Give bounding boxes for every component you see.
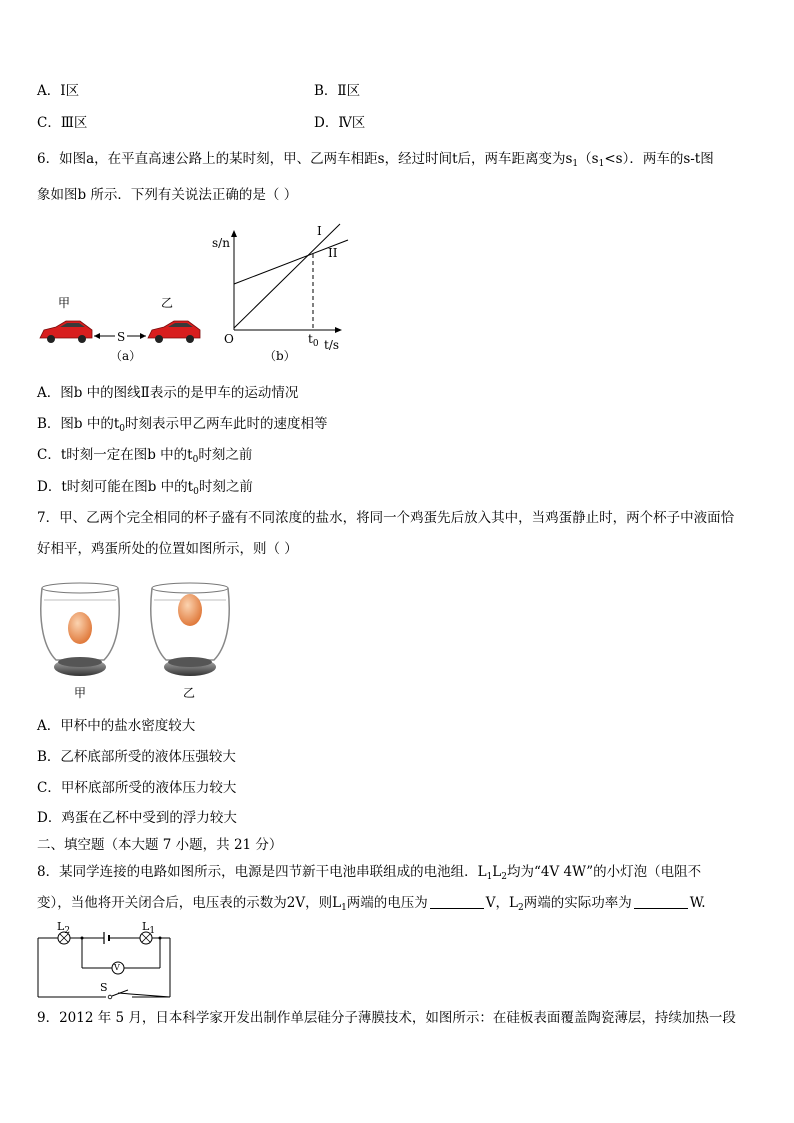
q6-option-a[interactable]: A．图b 中的图线Ⅱ表示的是甲车的运动情况 — [37, 385, 299, 401]
q6-stem-text-a: 6．如图a，在平直高速公路上的某时刻，甲、乙两车相距s，经过时间t后，两车距离变为s — [37, 151, 573, 167]
egg-in-jia — [68, 612, 92, 644]
figure-b-caption: （b） — [264, 349, 296, 363]
l2-label: $L_2$ — [57, 920, 71, 936]
graph-line-I — [234, 224, 340, 328]
cup-yi — [151, 583, 229, 676]
q7-stem-line2: 好相平，鸡蛋所处的位置如图所示，则（ ） — [37, 541, 298, 557]
q6-figure-b — [210, 220, 360, 370]
q6-option-b[interactable]: B．图b 中的$t_0$时刻表示甲乙两车此时的速度相等 — [37, 416, 328, 434]
q7-option-a[interactable]: A．甲杯中的盐水密度较大 — [37, 718, 196, 734]
origin-label: O — [224, 332, 234, 346]
q7-option-b[interactable]: B．乙杯底部所受的液体压强较大 — [37, 749, 236, 765]
q5-option-d[interactable]: D．Ⅳ区 — [314, 115, 366, 131]
q6-stem-sub2: 1 — [598, 159, 605, 169]
q5-option-a[interactable]: A．Ⅰ区 — [37, 83, 80, 99]
q5-option-c[interactable]: C．Ⅲ区 — [37, 115, 88, 131]
distance-s-label: S — [117, 330, 126, 344]
l1-label: $L_1$ — [142, 920, 156, 936]
switch-label: S — [100, 981, 108, 994]
q6-option-d[interactable]: D．t时刻可能在图b 中的$t_0$时刻之前 — [37, 479, 253, 497]
q8-stem-line2: 变），当他将开关闭合后，电压表的示数为2V，则$L_1$两端的电压为 V，$L_2$两端的实际功率为 W. — [37, 895, 706, 913]
car-jia-label: 甲 — [58, 296, 71, 310]
car-yi-label: 乙 — [161, 296, 174, 310]
q6-option-c[interactable]: C．t时刻一定在图b 中的$t_0$时刻之前 — [37, 447, 253, 465]
cup-jia — [41, 583, 119, 676]
q6-stem-line1 — [37, 150, 714, 173]
q6-stem-text-c: <s）．两车的s-t图 — [604, 151, 714, 167]
car-yi — [148, 321, 200, 343]
egg-in-yi — [178, 594, 202, 626]
y-axis-label: s/n — [212, 236, 230, 250]
q6-stem-text-b: （s — [578, 151, 599, 167]
cup-yi-label: 乙 — [183, 686, 196, 700]
q8-blank-1[interactable] — [430, 896, 484, 909]
q6-stem-line2: 象如图b 所示．下列有关说法正确的是（ ） — [37, 187, 298, 203]
q7-cups-figure — [34, 578, 234, 703]
voltmeter-label: V — [114, 963, 120, 972]
q8-stem-line1: 8．某同学连接的电路如图所示，电源是四节新干电池串联组成的电池组．$L_1L_2$均为“4V 4W”的小灯泡（电阻不 — [37, 864, 702, 882]
section2-heading: 二、填空题（本大题 7 小题，共 21 分） — [37, 837, 283, 853]
figure-a-caption: （a） — [110, 349, 142, 363]
s-t-graph — [210, 220, 360, 345]
t0-label: $t_0$ — [308, 332, 319, 349]
line-I-label: I — [317, 224, 322, 238]
cup-jia-label: 甲 — [74, 686, 87, 700]
car-jia — [40, 321, 92, 343]
battery — [104, 932, 109, 944]
q7-stem-line1: 7．甲、乙两个完全相同的杯子盛有不同浓度的盐水，将同一个鸡蛋先后放入其中，当鸡蛋静止时，两个杯子中液面恰 — [37, 510, 735, 526]
q6-figure-a — [36, 296, 206, 366]
q7-option-c[interactable]: C．甲杯底部所受的液体压力较大 — [37, 780, 237, 796]
q5-option-b[interactable]: B．Ⅱ区 — [314, 83, 361, 99]
x-axis-label: t/s — [324, 338, 340, 352]
switch-blade — [118, 993, 170, 997]
cups-diagram — [34, 578, 234, 683]
q8-blank-2[interactable] — [634, 896, 688, 909]
q8-circuit-figure — [36, 920, 176, 1000]
q7-option-d[interactable]: D．鸡蛋在乙杯中受到的浮力较大 — [37, 810, 237, 826]
line-II-label: II — [328, 246, 338, 260]
q6-stem-sub: 1 — [572, 159, 579, 169]
q9-stem-line1: 9．2012 年 5 月，日本科学家开发出制作单层硅分子薄膜技术，如图所示：在硅板表面覆盖陶瓷薄层，持续加热一段 — [37, 1010, 736, 1026]
